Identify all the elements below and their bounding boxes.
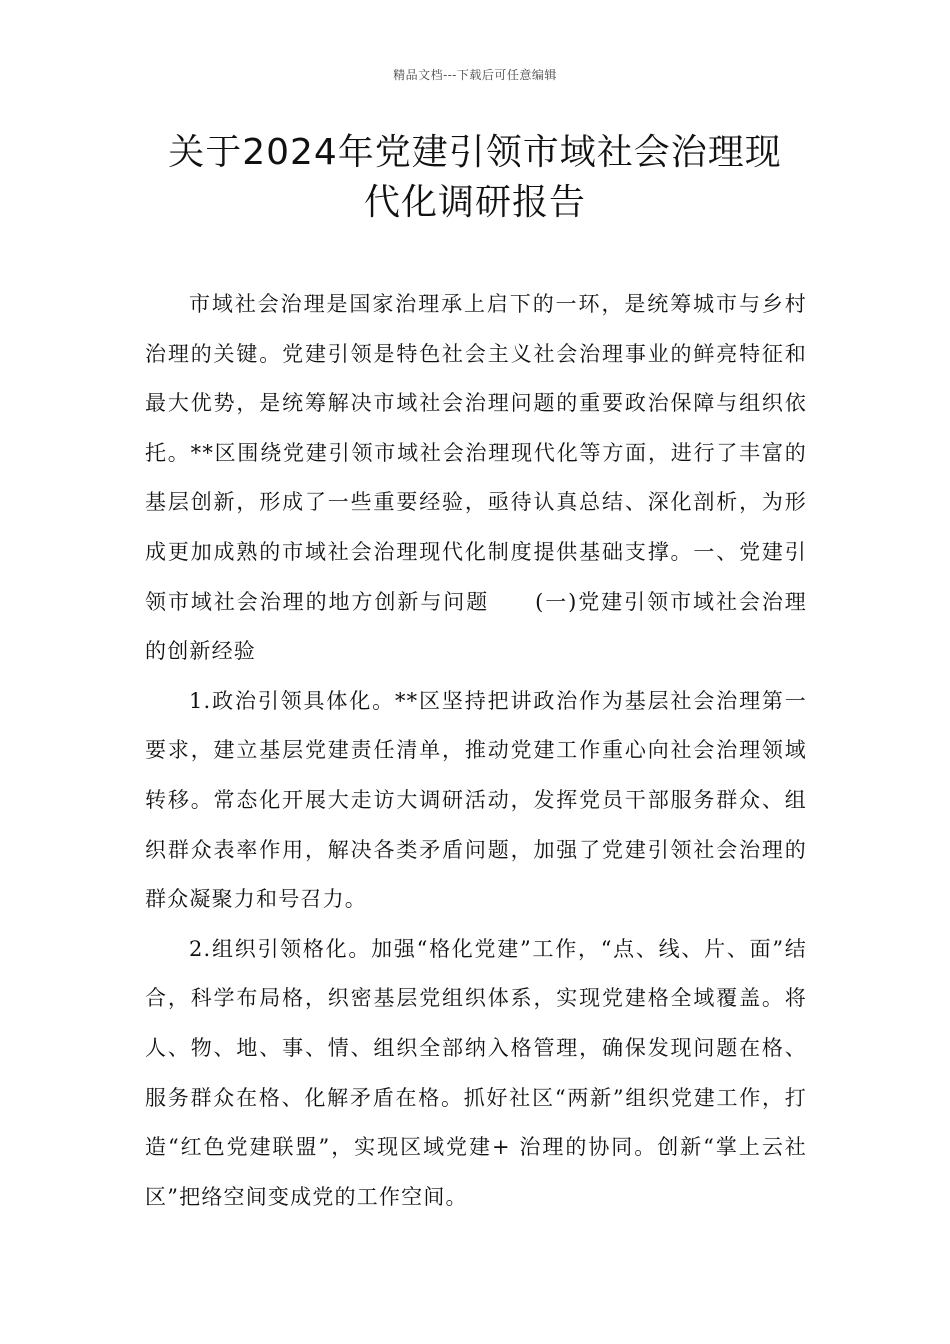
title-line-2: 代化调研报告 bbox=[363, 182, 586, 223]
title-line-1: 关于2024年党建引领市域社会治理现 bbox=[168, 132, 782, 173]
document-title bbox=[120, 128, 830, 228]
document-body bbox=[145, 280, 807, 1222]
paragraph-intro: 市域社会治理是国家治理承上启下的一环，是统筹城市与乡村治理的关键。党建引领是特色社会主义社会治理事业的鲜亮特征和最大优势，是统筹解决市域社会治理问题的重要政治保障与组织依托。**区围绕党建引领市域社会治理现代化等方面，进行了丰富的基层创新，形成了一些重要经验，亟待认真总结、深化剖析，为形成更加成熟的市域社会治理现代化制度提供基础支撑。一、党建引领市域社会治理的地方创新与问题 (一)党建引领市域社会治理的创新经验 bbox=[145, 292, 807, 664]
paragraph-political-leadership: 1.政治引领具体化。**区坚持把讲政治作为基层社会治理第一要求，建立基层党建责任清单，推动党建工作重心向社会治理领域转移。常态化开展大走访大调研活动，发挥党员干部服务群众、组织群众表率作用，解决各类矛盾问题，加强了党建引领社会治理的群众凝聚力和号召力。 bbox=[145, 688, 807, 912]
page-header: 精品文档---下载后可任意编辑 bbox=[393, 68, 557, 82]
paragraph-organizational-leadership: 2.组织引领格化。加强“格化党建”工作，“点、线、片、面”结合，科学布局格，织密基层党组织体系，实现党建格全域覆盖。将人、物、地、事、情、组织全部纳入格管理，确保发现问题在格、服务群众在格、化解矛盾在格。抓好社区“两新”组织党建工作，打造“红色党建联盟”，实现区域党建+ 治理的协同。创新“掌上云社区”把络空间变成党的工作空间。 bbox=[145, 936, 807, 1209]
